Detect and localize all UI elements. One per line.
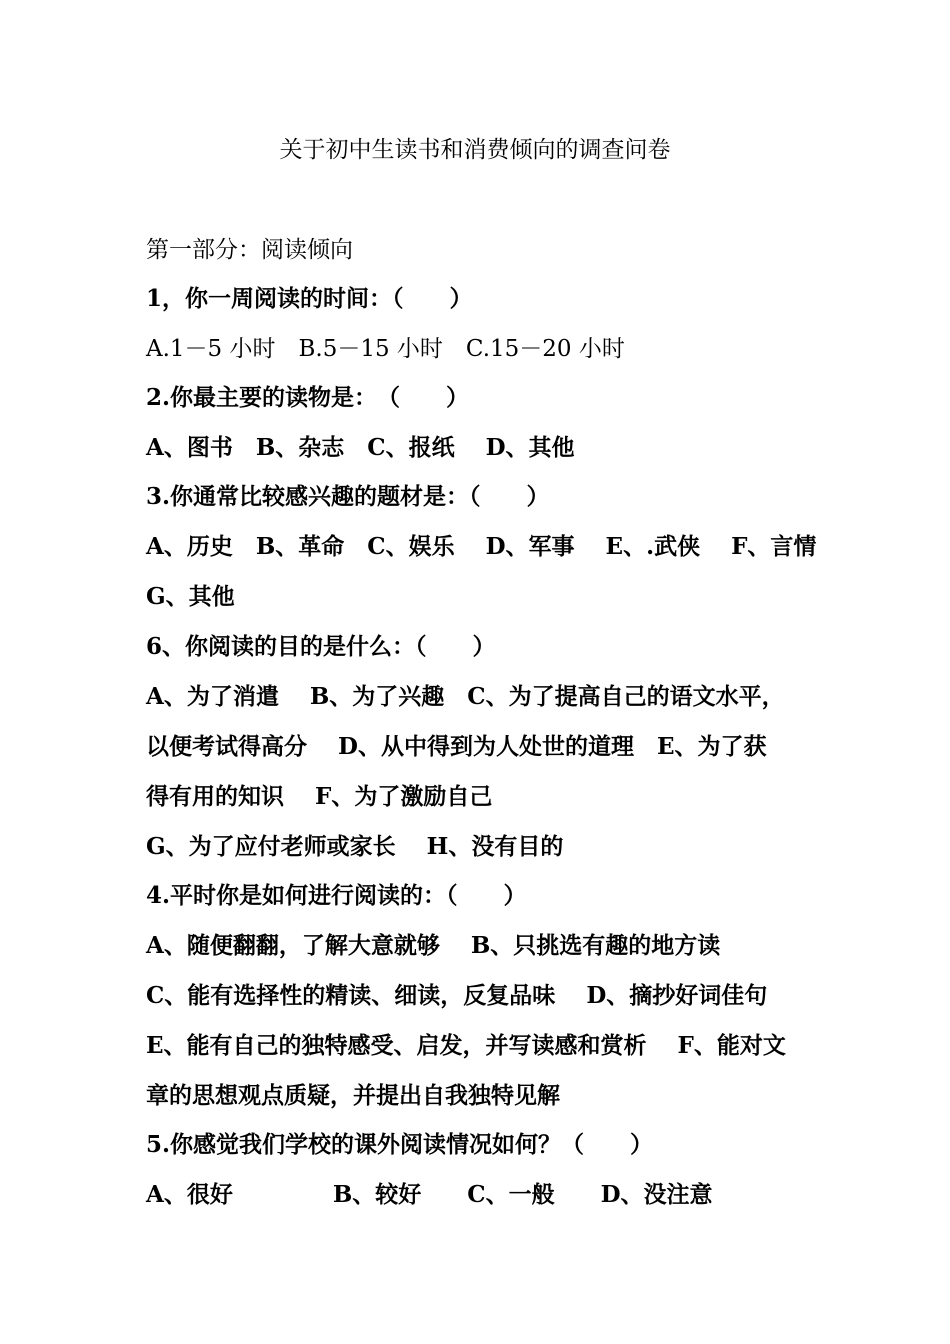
question-4-options-cont-3: 章的思想观点质疑，并提出自我独特见解 <box>146 1082 560 1109</box>
question-6-options-cont-3: G、为了应付老师或家长 H、没有目的 <box>146 833 564 860</box>
question-4-options: A、随便翻翻，了解大意就够 B、只挑选有趣的地方读 <box>146 932 721 959</box>
question-6-options-cont-2: 得有用的知识 F、为了激励自己 <box>146 783 493 810</box>
question-5: 5.你感觉我们学校的课外阅读情况如何？（ ） <box>146 1131 654 1158</box>
question-2: 2.你最主要的读物是： （ ） <box>146 384 470 411</box>
question-4-options-cont-1: C、能有选择性的精读、细读，反复品味 D、摘抄好词佳句 <box>146 982 768 1009</box>
question-6-options-cont-1: 以便考试得高分 D、从中得到为人处世的道理 E、为了获 <box>146 733 767 760</box>
question-6: 6、你阅读的目的是什么：（ ） <box>146 633 496 660</box>
question-5-options: A、很好 B、较好 C、一般 D、没注意 <box>146 1181 713 1208</box>
question-6-options: A、为了消遣 B、为了兴趣 C、为了提高自己的语文水平， <box>146 683 785 710</box>
question-4-options-cont-2: E、能有自己的独特感受、启发，并写读感和赏析 F、能对文 <box>146 1032 786 1059</box>
question-1-options: A.1－5 小时 B.5－15 小时 C.15－20 小时 <box>146 336 625 362</box>
question-3-options: A、历史 B、革命 C、娱乐 D、军事 E、.武侠 F、言情 <box>146 533 817 560</box>
section-heading: 第一部分：阅读倾向 <box>146 237 353 263</box>
question-4: 4.平时你是如何进行阅读的：（ ） <box>146 882 527 909</box>
question-3-options-cont: G、其他 <box>146 583 235 610</box>
question-2-options: A、图书 B、杂志 C、报纸 D、其他 <box>146 434 575 461</box>
question-1: 1，你一周阅读的时间：（ ） <box>146 285 473 312</box>
document-title: 关于初中生读书和消费倾向的调查问卷 <box>279 137 671 163</box>
question-3: 3.你通常比较感兴趣的题材是：（ ） <box>146 483 550 510</box>
